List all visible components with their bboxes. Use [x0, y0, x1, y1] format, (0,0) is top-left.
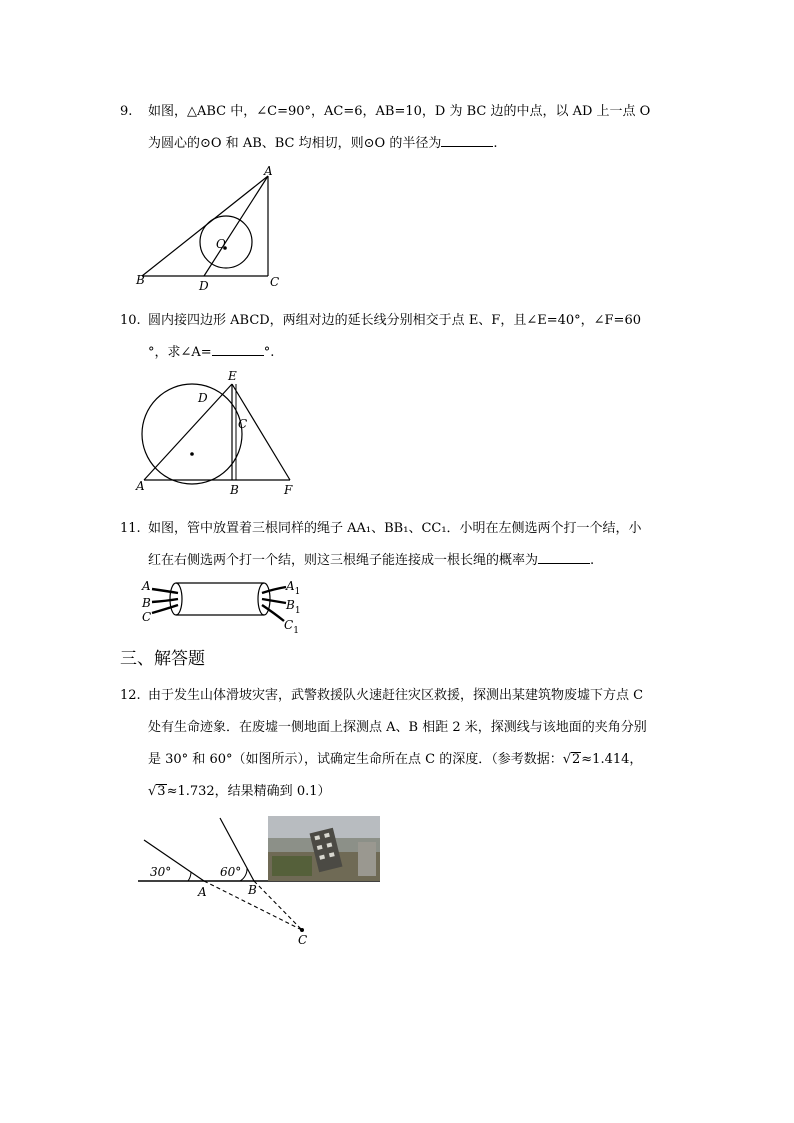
vertex-label-c: C — [270, 275, 280, 289]
angle-label-30: 30° — [150, 865, 172, 879]
question-text-line: 如图，管中放置着三根同样的绳子 AA₁、BB₁、CC₁．小明在左侧选两个打一个结，小 — [148, 521, 642, 536]
rope-label-b: B — [142, 596, 151, 610]
rope-label-c1: $C_1$ — [284, 618, 299, 636]
point-label-b: B — [248, 883, 257, 897]
answer-blank[interactable] — [538, 549, 590, 564]
question-11 — [120, 513, 680, 577]
point-label-c: C — [298, 933, 308, 947]
rescue-diagram-figure — [136, 812, 386, 948]
angle-label-60: 60° — [220, 865, 242, 879]
question-9 — [120, 96, 680, 160]
section-heading: 三、解答题 — [120, 649, 205, 669]
question-text-line: √3≈1.732，结果精确到 0.1） — [148, 784, 331, 799]
vertex-label-d: D — [198, 391, 208, 405]
point-label-a: A — [198, 885, 207, 899]
center-label-o: O — [216, 237, 226, 251]
question-text-line: 为圆心的⊙O 和 AB、BC 均相切，则⊙O 的半径为 . — [148, 128, 680, 160]
answer-blank[interactable] — [212, 341, 264, 356]
question-number: 9. — [120, 104, 133, 119]
question-number: 11. — [120, 521, 141, 536]
question-12 — [120, 680, 680, 808]
question-text-line: 圆内接四边形 ABCD，两组对边的延长线分别相交于点 E、F，且∠E=40°，∠F=60 — [148, 313, 641, 328]
question-text-line: °，求∠A= °. — [148, 337, 680, 369]
rope-label-c: C — [142, 610, 152, 624]
sqrt-radicand: 2 — [572, 752, 581, 767]
sqrt-radicand: 3 — [157, 784, 166, 799]
vertex-label-d: D — [199, 279, 209, 293]
pipe-ropes-figure — [138, 575, 308, 637]
question-10 — [120, 305, 680, 369]
answer-blank[interactable] — [441, 132, 493, 147]
question-text-line: 由于发生山体滑坡灾害，武警救援队火速赶往灾区救援，探测出某建筑物废墟下方点 C — [148, 688, 644, 703]
vertex-label-a: A — [264, 164, 273, 178]
vertex-label-f: F — [284, 483, 293, 497]
vertex-label-a: A — [136, 479, 145, 493]
question-number: 12. — [120, 688, 141, 703]
vertex-label-c: C — [238, 417, 248, 431]
question-text-line: 是 30° 和 60°（如图所示），试确定生命所在点 C 的深度．（参考数据：√2≈1.414， — [148, 752, 643, 767]
rope-label-a: A — [142, 579, 151, 593]
triangle-figure — [130, 162, 290, 297]
rope-label-b1: $B_1$ — [286, 598, 301, 616]
question-number: 10. — [120, 313, 141, 328]
rope-label-a1: $A_1$ — [286, 579, 301, 597]
question-text-line: 处有生命迹象．在废墟一侧地面上探测点 A、B 相距 2 米，探测线与该地面的夹角分别 — [148, 720, 647, 735]
vertex-label-e: E — [228, 369, 237, 383]
question-text-line: 红在右侧选两个打一个结，则这三根绳子能连接成一根长绳的概率为 . — [148, 545, 680, 577]
cyclic-quadrilateral-figure — [132, 366, 302, 501]
vertex-label-b: B — [136, 273, 145, 287]
question-text-line: 如图，△ABC 中，∠C=90°，AC=6，AB=10，D 为 BC 边的中点，以 AD 上一点 O — [148, 104, 651, 119]
vertex-label-b: B — [230, 483, 239, 497]
